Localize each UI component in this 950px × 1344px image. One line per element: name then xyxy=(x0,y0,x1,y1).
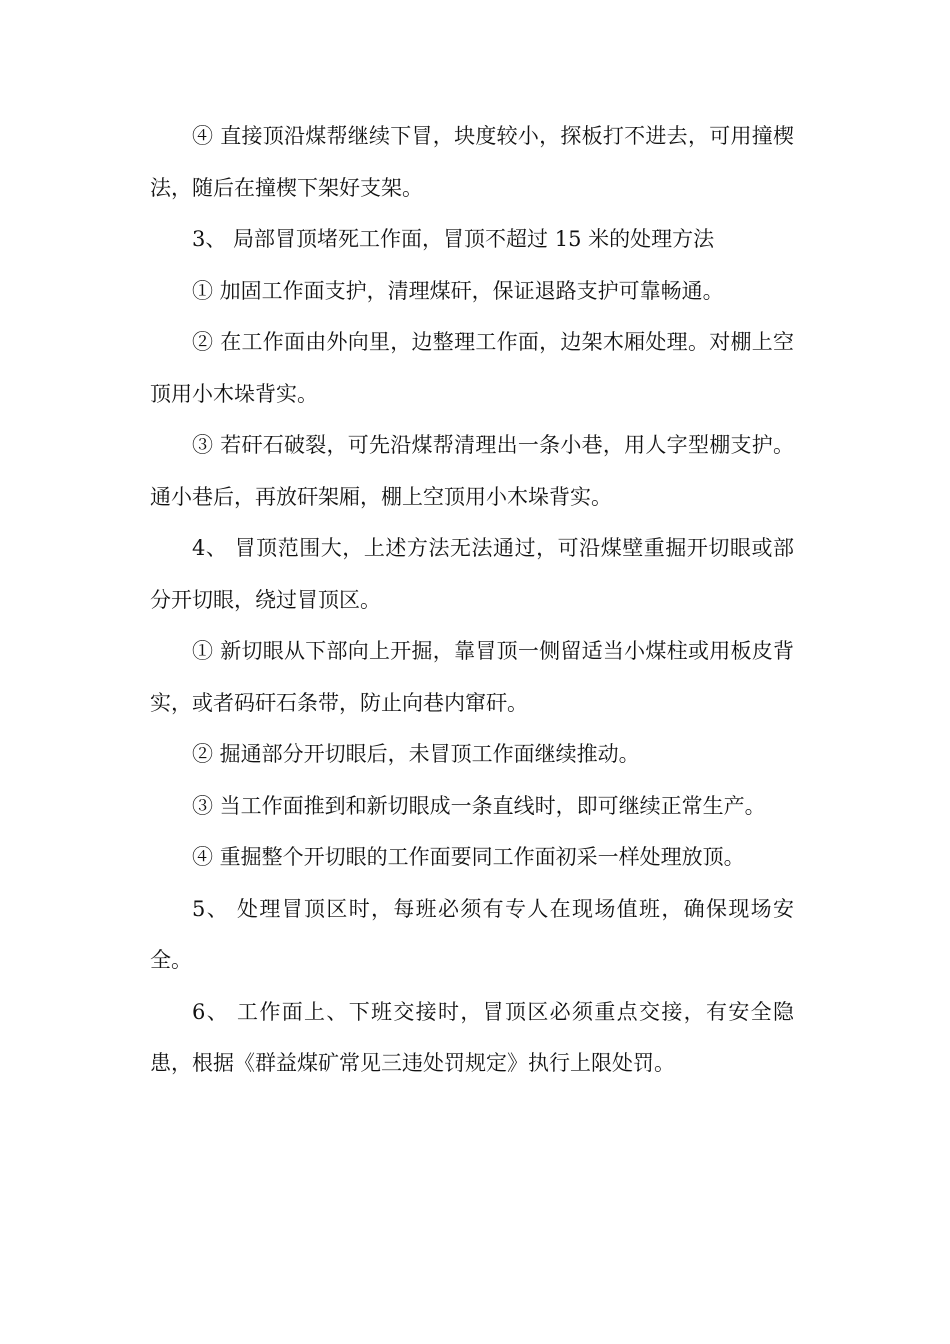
document-body xyxy=(150,111,794,1090)
paragraph-3: ① 加固工作面支护，清理煤矸，保证退路支护可靠畅通。 xyxy=(192,278,724,303)
paragraph-6: 4、 冒顶范围大，上述方法无法通过，可沿煤壁重掘开切眼或部分开切眼，绕过冒顶区。 xyxy=(150,536,794,612)
paragraph-2: 3、 局部冒顶堵死工作面，冒顶不超过 15 米的处理方法 xyxy=(192,227,715,251)
paragraph-1: ④ 直接顶沿煤帮继续下冒，块度较小，探板打不进去，可用撞楔法，随后在撞楔下架好支架。 xyxy=(150,124,794,200)
paragraph-5: ③ 若矸石破裂，可先沿煤帮清理出一条小巷，用人字型棚支护。通小巷后，再放矸架厢，棚上空顶用小木垛背实。 xyxy=(150,433,794,509)
paragraph-8: ② 掘通部分开切眼后，未冒顶工作面继续推动。 xyxy=(192,742,640,766)
paragraph-4: ② 在工作面由外向里，边整理工作面，边架木厢处理。对棚上空顶用小木垛背实。 xyxy=(150,330,794,406)
paragraph-11: 5、 处理冒顶区时，每班必须有专人在现场值班，确保现场安全。 xyxy=(150,896,794,972)
paragraph-12: 6、 工作面上、下班交接时，冒顶区必须重点交接，有安全隐患，根据《群益煤矿常见三违处罚规定》执行上限处罚。 xyxy=(150,999,794,1075)
paragraph-9: ③ 当工作面推到和新切眼成一条直线时，即可继续正常生产。 xyxy=(192,793,766,818)
paragraph-10: ④ 重掘整个开切眼的工作面要同工作面初采一样处理放顶。 xyxy=(192,845,745,869)
paragraph-7: ① 新切眼从下部向上开掘，靠冒顶一侧留适当小煤柱或用板皮背实，或者码矸石条带，防止向巷内窜矸。 xyxy=(150,639,794,715)
